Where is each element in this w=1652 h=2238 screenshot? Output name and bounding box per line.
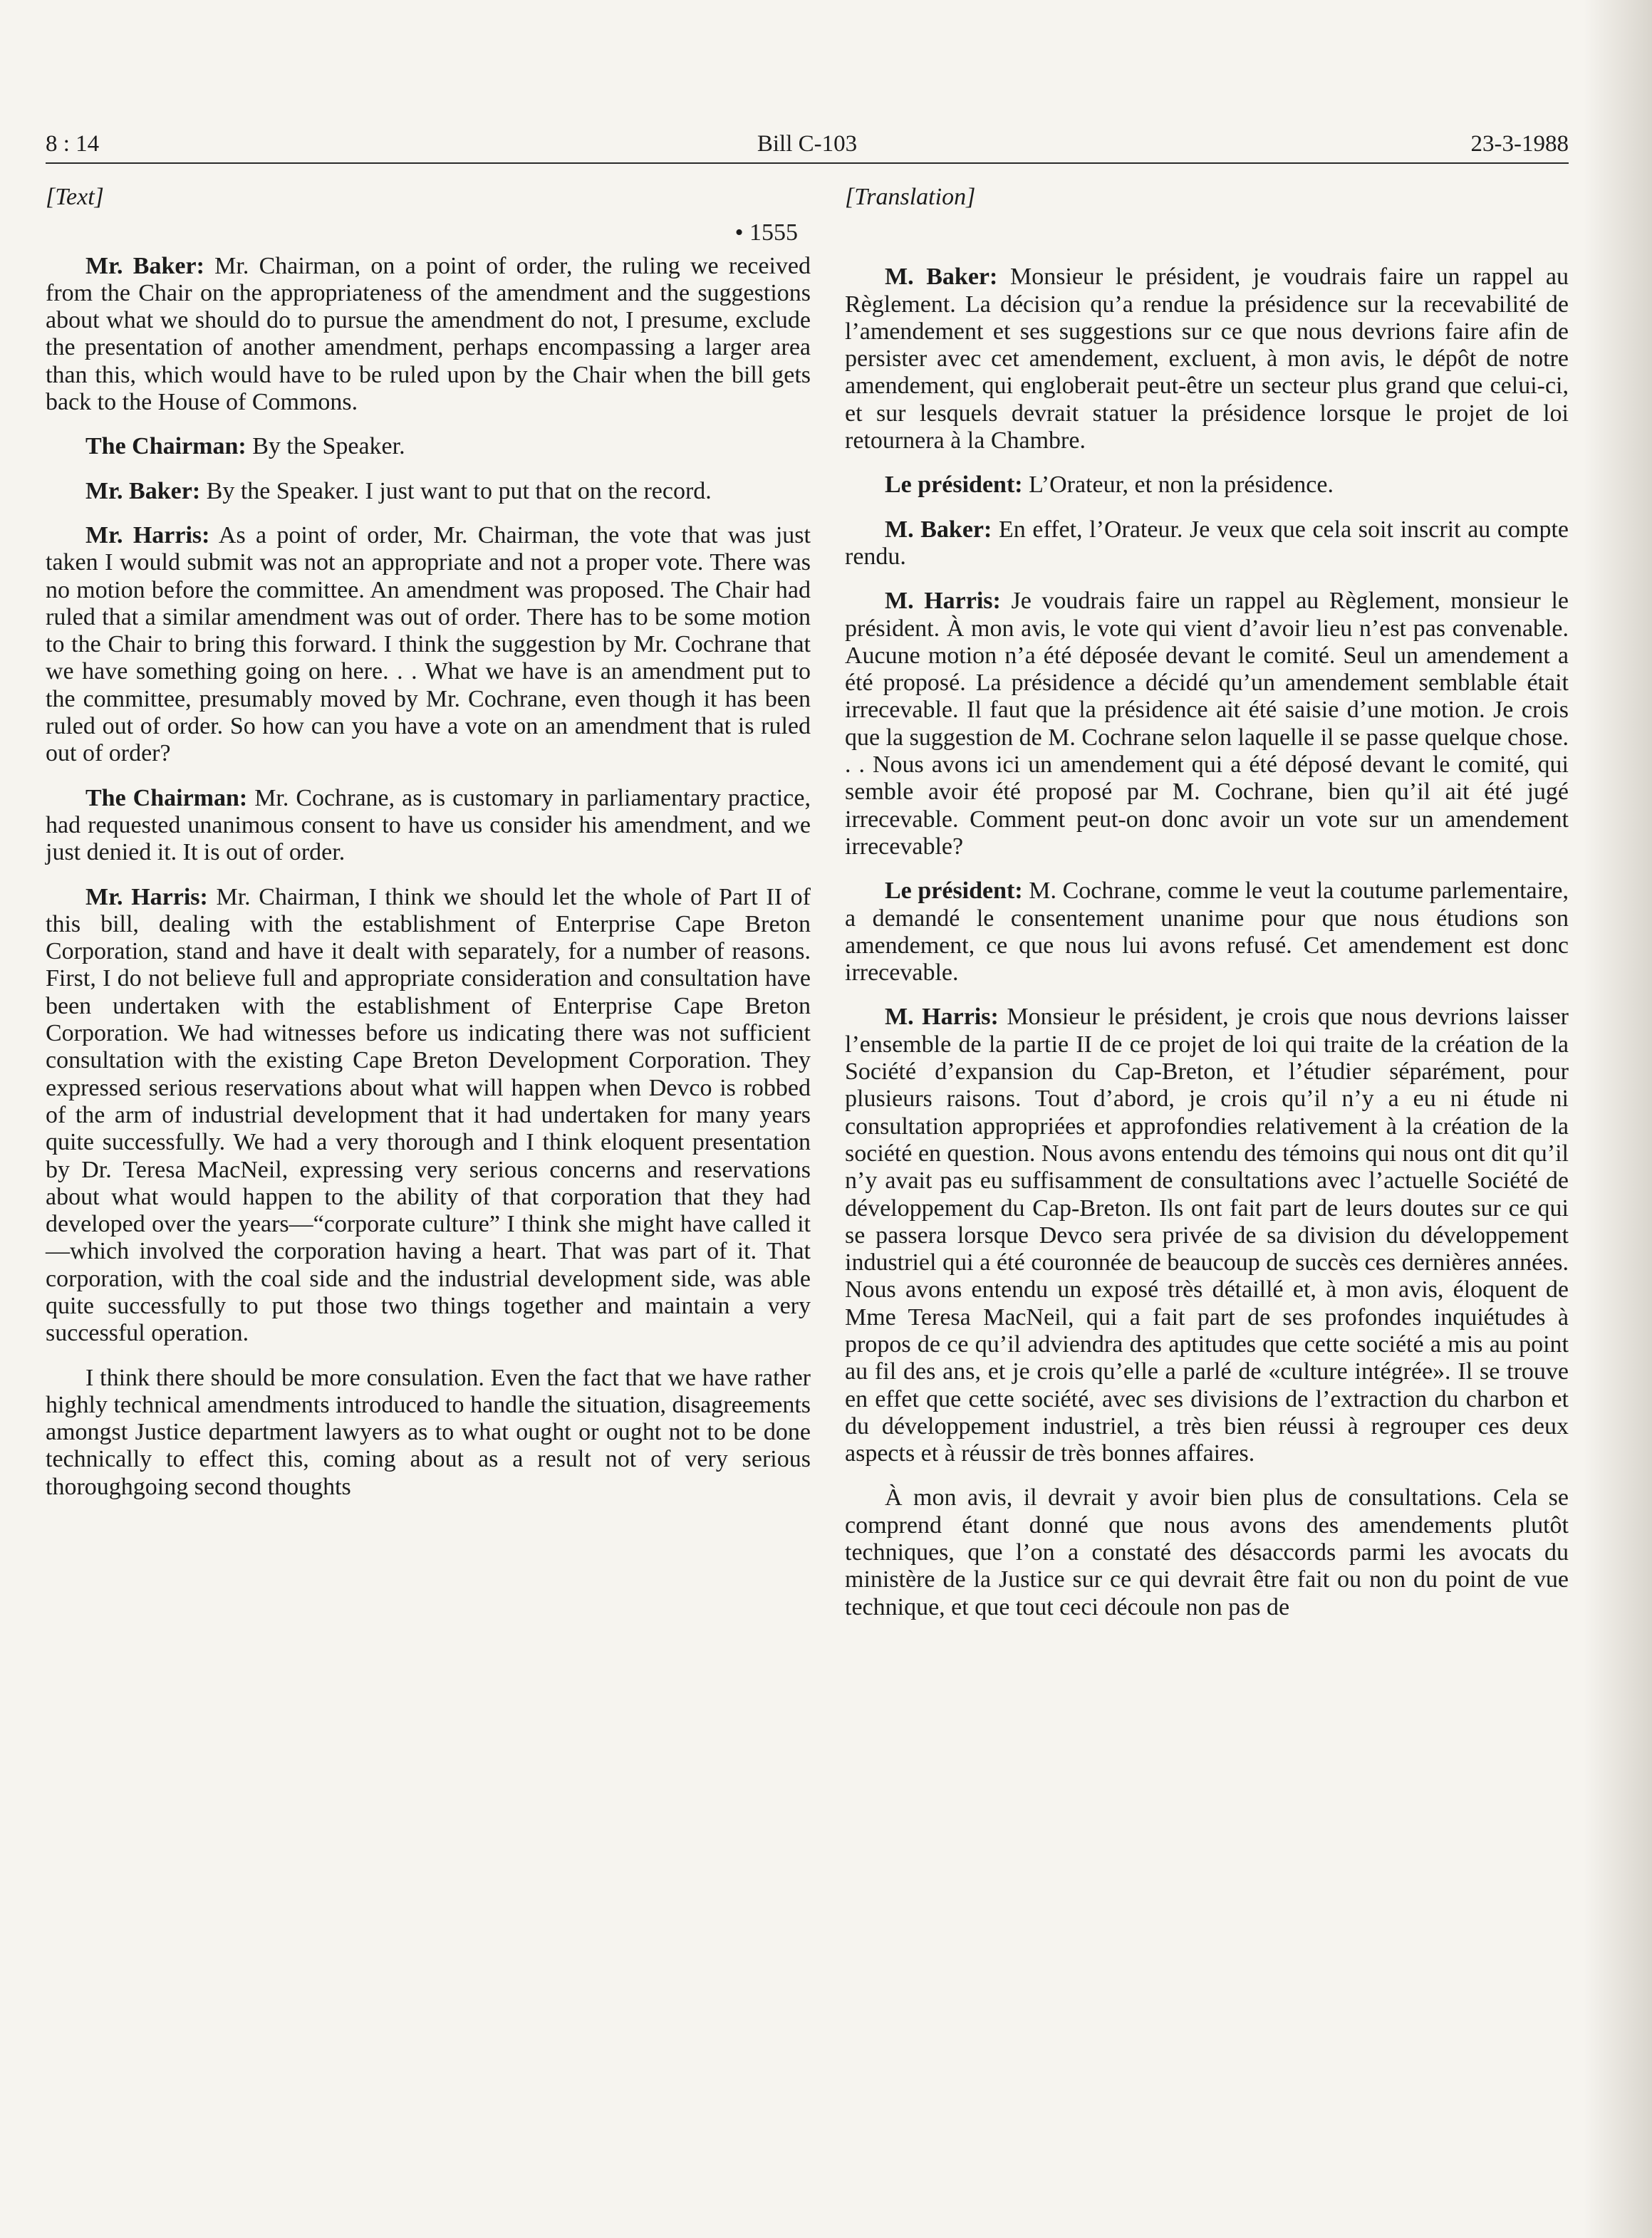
speaker-name: Mr. Baker: <box>85 252 204 279</box>
page-reference: 8 : 14 <box>46 131 100 157</box>
paragraph-text: Mr. Chairman, I think we should let the whole of Part II of this bill, dealing with the establishment of Enterprise Cape Breton Corporation, stand and have it dealt with separately, for a number of reasons. First, I do not believe full and appropriate consideration and consultation have been undertaken with the establishment of Enterprise Cape Breton Corporation. We had witnesses before us indicating there was not sufficient consultation with the existing Cape Breton Development Corporation. They expressed serious reservations about what will happen when Devco is robbed of the arm of industrial development that it had undertaken for many years quite successfully. We had a very thorough and I think eloquent presentation by Dr. Teresa MacNeil, expressing very serious concerns and reservations about what would happen to the ability of that corporation that they had developed over the years—“corporate culture” I think she might have called it—which involved the corporation having a heart. That was part of it. That corporation, with the coal side and the industrial development side, was able quite successfully to put those two things together and maintain a very successful operation. <box>46 883 811 1347</box>
paragraph-text: I think there should be more consulation. Even the fact that we have rather highly technical amendments introduced to handle the situation, disagreements amongst Justice department lawyers as to what ought or ought not to be done technically to effect this, coming about as a result not of very serious thoroughgoing second thoughts <box>46 1364 811 1500</box>
speaker-name: Mr. Baker: <box>85 477 201 504</box>
paragraph-text: By the Speaker. <box>246 433 405 460</box>
paragraph-text: À mon avis, il devrait y avoir bien plus de consultations. Cela se comprend étant donné que nous avons des amendements plutôt techniques, que l’on a constaté des désaccords parmi les avocats du ministère de la Justice sur ce qui devrait être fait ou non du point de vue technique, et que tout ceci découle non pas de <box>845 1484 1569 1620</box>
paragraph <box>46 785 811 867</box>
paragraph <box>46 1365 811 1501</box>
paragraph-text: M. Cochrane, comme le veut la coutume parlementaire, a demandé le consentement unanime pour que nous étudions son amendement, ce que nous lui avons refusé. Cet amendement est donc irrecevable. <box>845 878 1569 987</box>
page-edge-shadow <box>1584 0 1652 2238</box>
speaker-name: Le président: <box>885 472 1023 499</box>
header-date: 23-3-1988 <box>1470 131 1569 157</box>
paragraph <box>845 516 1569 571</box>
french-column <box>845 184 1569 1638</box>
speaker-name: M. Harris: <box>885 1004 999 1031</box>
paragraph <box>46 253 811 417</box>
paragraph <box>845 472 1569 499</box>
paragraph <box>46 522 811 768</box>
speaker-name: The Chairman: <box>85 784 248 811</box>
column-label-text: [Text] <box>46 184 104 210</box>
paragraph-text: Je voudrais faire un rappel au Règlement, monsieur le président. À mon avis, le vote qui vient d’avoir lieu n’est pas convenable. Aucune motion n’a été déposée devant le comité. Seul un amendement a été proposé. La présidence a décidé qu’un amendement semblable était irrecevable. Il faut que la présidence ait été saisie d’une motion. Je crois que la suggestion de M. Cochrane selon laquelle il se passe quelque chose. . . Nous avons ici un amendement qui a été déposé devant le comité, qui semble avoir été proposé par M. Cochrane, bien qu’il ait été jugé irrecevable. Comment peut-on donc avoir un vote sur un amendement irrecevable? <box>845 588 1569 860</box>
paragraph-text: Monsieur le président, je crois que nous devrions laisser l’ensemble de la partie II de ce projet de loi qui traite de la création de la Société d’expansion du Cap-Breton, et l’étudier séparément, pour plusieurs raisons. Tout d’abord, je crois qu’il n’y a eu ni étude ni consultation appropriées et approfondies relativement à la création de la société en question. Nous avons entendu des témoins qui nous ont dit qu’il n’y avait pas eu suffisamment de consultations avec l’actuelle Société de développement du Cap-Breton. Ils ont fait part de leurs doutes sur ce qui se passera lorsque Devco sera privée de sa division du développement industriel qui a été couronnée de beaucoup de succès ces dernières années. Nous avons entendu un exposé très détaillé et, à mon avis, éloquent de Mme Teresa MacNeil, qui a fait part de ses profondes inquiétudes à propos de ce qu’il adviendra des aptitudes que cette société a mis au point au fil des ans, et je crois qu’elle a parlé de «culture intégrée». Il se trouve en effet que cette société, avec ses divisions de l’extraction du charbon et du développement industriel, a très bien réussi à regrouper ces deux aspects et à réussir de très bonnes affaires. <box>845 1004 1569 1467</box>
paragraph <box>845 1004 1569 1467</box>
paragraph <box>46 884 811 1348</box>
paragraph-text: As a point of order, Mr. Chairman, the vote that was just taken I would submit was not an appropriate and not a proper vote. There was no motion before the committee. An amendment was proposed. The Chair had ruled that a similar amendment was out of order. There has to be some motion to the Chair to bring this forward. I think the suggestion by Mr. Cochrane that we have something going on here. . . What we have is an amendment put to the committee, presumably moved by Mr. Cochrane, even though it has been ruled out of order. So how can you have a vote on an amendment that is ruled out of order? <box>46 521 811 767</box>
timestamp-spacer <box>845 236 1569 264</box>
bill-title: Bill C-103 <box>757 131 858 157</box>
speaker-name: M. Harris: <box>885 588 1001 615</box>
speaker-name: Le président: <box>885 878 1023 905</box>
paragraph-text: By the Speaker. I just want to put that on the record. <box>200 477 712 504</box>
paragraph <box>845 264 1569 454</box>
paragraph <box>845 1484 1569 1620</box>
english-column <box>46 184 811 1518</box>
paragraph <box>46 478 811 505</box>
timestamp: • 1555 <box>734 219 798 246</box>
header-rule <box>46 162 1569 164</box>
paragraph <box>845 878 1569 987</box>
paragraph-text: Mr. Chairman, on a point of order, the ruling we received from the Chair on the appropriateness of the amendment and the suggestions about what we should do to pursue the amendment do not, I presume, exclude the presentation of another amendment, perhaps encompassing a larger area than this, which would have to be ruled upon by the Chair when the bill gets back to the House of Commons. <box>46 252 811 416</box>
speaker-name: M. Baker: <box>885 264 998 291</box>
paragraph-text: Monsieur le président, je voudrais faire un rappel au Règlement. La décision qu’a rendue la présidence sur la recevabilité de l’amendement et ses suggestions sur ce que nous devrions faire afin de persister avec cet amendement, excluent, à mon avis, le dépôt de notre amendement, qui engloberait peut-être un secteur plus grand que celui-ci, et sur lesquels devrait statuer la présidence lorsque le projet de loi retournera à la Chambre. <box>845 264 1569 454</box>
paragraph <box>845 588 1569 860</box>
speaker-name: The Chairman: <box>85 433 246 460</box>
speaker-name: Mr. Harris: <box>85 521 210 548</box>
speaker-name: Mr. Harris: <box>85 883 208 910</box>
paragraph-text: Mr. Cochrane, as is customary in parliamentary practice, had requested unanimous consent to have us consider his amendment, and we just denied it. It is out of order. <box>46 784 811 866</box>
speaker-name: M. Baker: <box>885 516 992 543</box>
column-label-translation: [Translation] <box>845 184 976 210</box>
paragraph-text: L’Orateur, et non la présidence. <box>1022 472 1334 499</box>
paragraph-text: En effet, l’Orateur. Je veux que cela soit inscrit au compte rendu. <box>845 516 1569 570</box>
paragraph <box>46 433 811 460</box>
